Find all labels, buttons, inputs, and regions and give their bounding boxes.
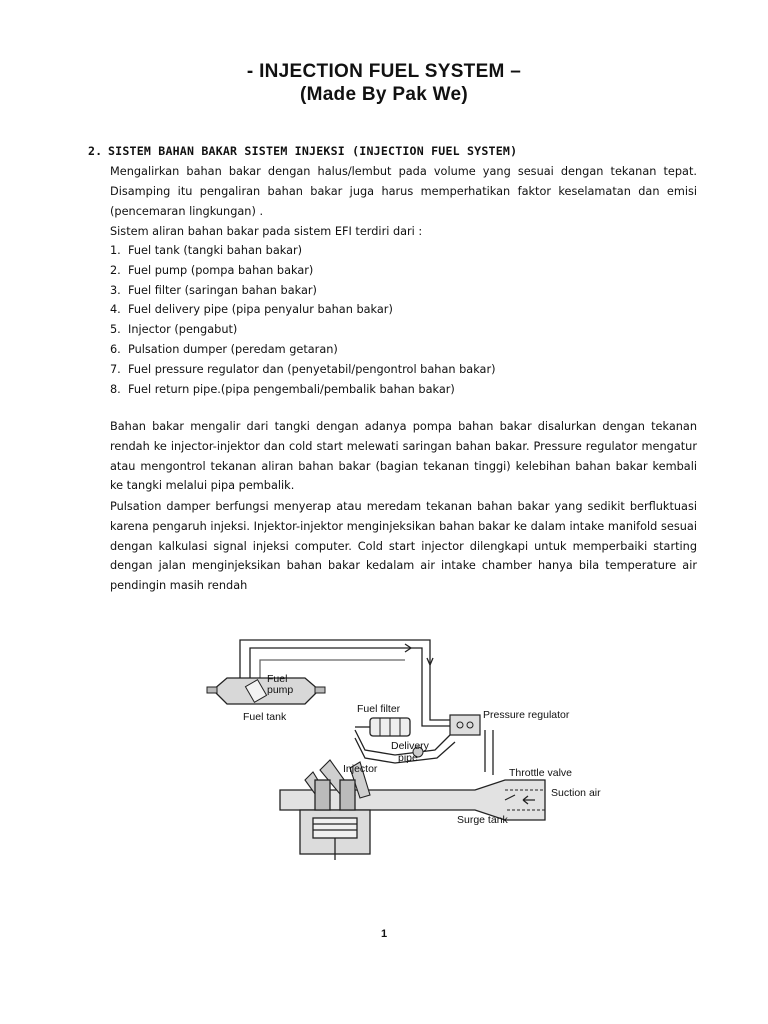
- fuel-system-diagram: [205, 630, 605, 862]
- page-number: 1: [380, 928, 388, 940]
- section-heading-text: SISTEM BAHAN BAKAR SISTEM INJEKSI (INJECTION FUEL SYSTEM): [108, 144, 518, 158]
- list-item: 5. Injector (pengabut): [110, 323, 238, 337]
- list-item: 8. Fuel return pipe.(pipa pengembali/pembalik bahan bakar): [110, 382, 455, 396]
- label-delivery-pipe-1: Delivery: [391, 740, 429, 752]
- paragraph-pulsation-damper: [110, 497, 697, 596]
- list-intro: Sistem aliran bahan bakar pada sistem EFI terdiri dari :: [110, 225, 423, 238]
- list-item: 3. Fuel filter (saringan bahan bakar): [110, 283, 317, 297]
- label-fuel-pump-1: Fuel: [267, 673, 288, 685]
- label-throttle-valve: Throttle valve: [509, 767, 573, 779]
- component-list: [110, 241, 496, 399]
- label-surge-tank: Surge tank: [457, 814, 508, 826]
- section-number: 2.: [88, 144, 103, 158]
- list-item: 1. Fuel tank (tangki bahan bakar): [110, 244, 303, 257]
- label-pressure-regulator: Pressure regulator: [483, 709, 570, 721]
- list-item: 6. Pulsation dumper (peredam getaran): [110, 342, 338, 356]
- label-fuel-filter: Fuel filter: [357, 703, 401, 715]
- fuel-filter: [355, 718, 410, 736]
- paragraph-text: Mengalirkan bahan bakar dengan halus/lembut pada volume yang sesuai dengan tekanan tepat. Disamping itu pengaliran bahan bakar juga harus memperhatikan faktor keselamatan dan emisi (pencemaran lingkungan) .: [110, 165, 697, 218]
- fuel-tank: [207, 678, 325, 704]
- list-item: 2. Fuel pump (pompa bahan bakar): [110, 263, 314, 277]
- pressure-regulator: [450, 715, 480, 735]
- document-subtitle: (Made By Pak We): [299, 84, 469, 105]
- list-item: 7. Fuel pressure regulator dan (penyetabil/pengontrol bahan bakar): [110, 362, 496, 376]
- section-heading: [88, 144, 517, 158]
- label-suction-air: Suction air: [551, 787, 601, 799]
- label-delivery-pipe-2: pipe: [398, 752, 418, 764]
- label-fuel-tank: Fuel tank: [243, 711, 287, 723]
- label-injector: Injector: [343, 763, 378, 775]
- paragraph-text: Bahan bakar mengalir dari tangki dengan adanya pompa bahan bakar disalurkan dengan tekanan rendah ke injector-injektor dan cold start melewati saringan bahan bakar. Pressure regulator mengatur atau mengontrol tekanan aliran bahan bakar (bagian tekanan tinggi) kelebihan bahan bakar kembali ke tangki melalui pipa pembalik.: [110, 420, 697, 493]
- paragraph-text: Pulsation damper berfungsi menyerap atau meredam tekanan bahan bakar yang sedikit berfluktuasi karena pengaruh injeksi. Injektor-injektor menginjeksikan bahan bakar ke dalam intake manifold sesuai dengan kalkulasi signal injeksi computer. Cold start injector dilengkapi untuk memperbaiki starting dengan jalan menginjeksikan bahan bakar kedalam air intake chamber hanya bila temperature air pendingin masih rendah: [110, 500, 697, 593]
- paragraph-fuel-flow: [110, 417, 697, 496]
- document-title: - INJECTION FUEL SYSTEM –: [246, 61, 522, 82]
- paragraph-intro: [110, 162, 697, 221]
- label-fuel-pump-2: pump: [267, 684, 294, 696]
- list-item: 4. Fuel delivery pipe (pipa penyalur bahan bakar): [110, 303, 393, 317]
